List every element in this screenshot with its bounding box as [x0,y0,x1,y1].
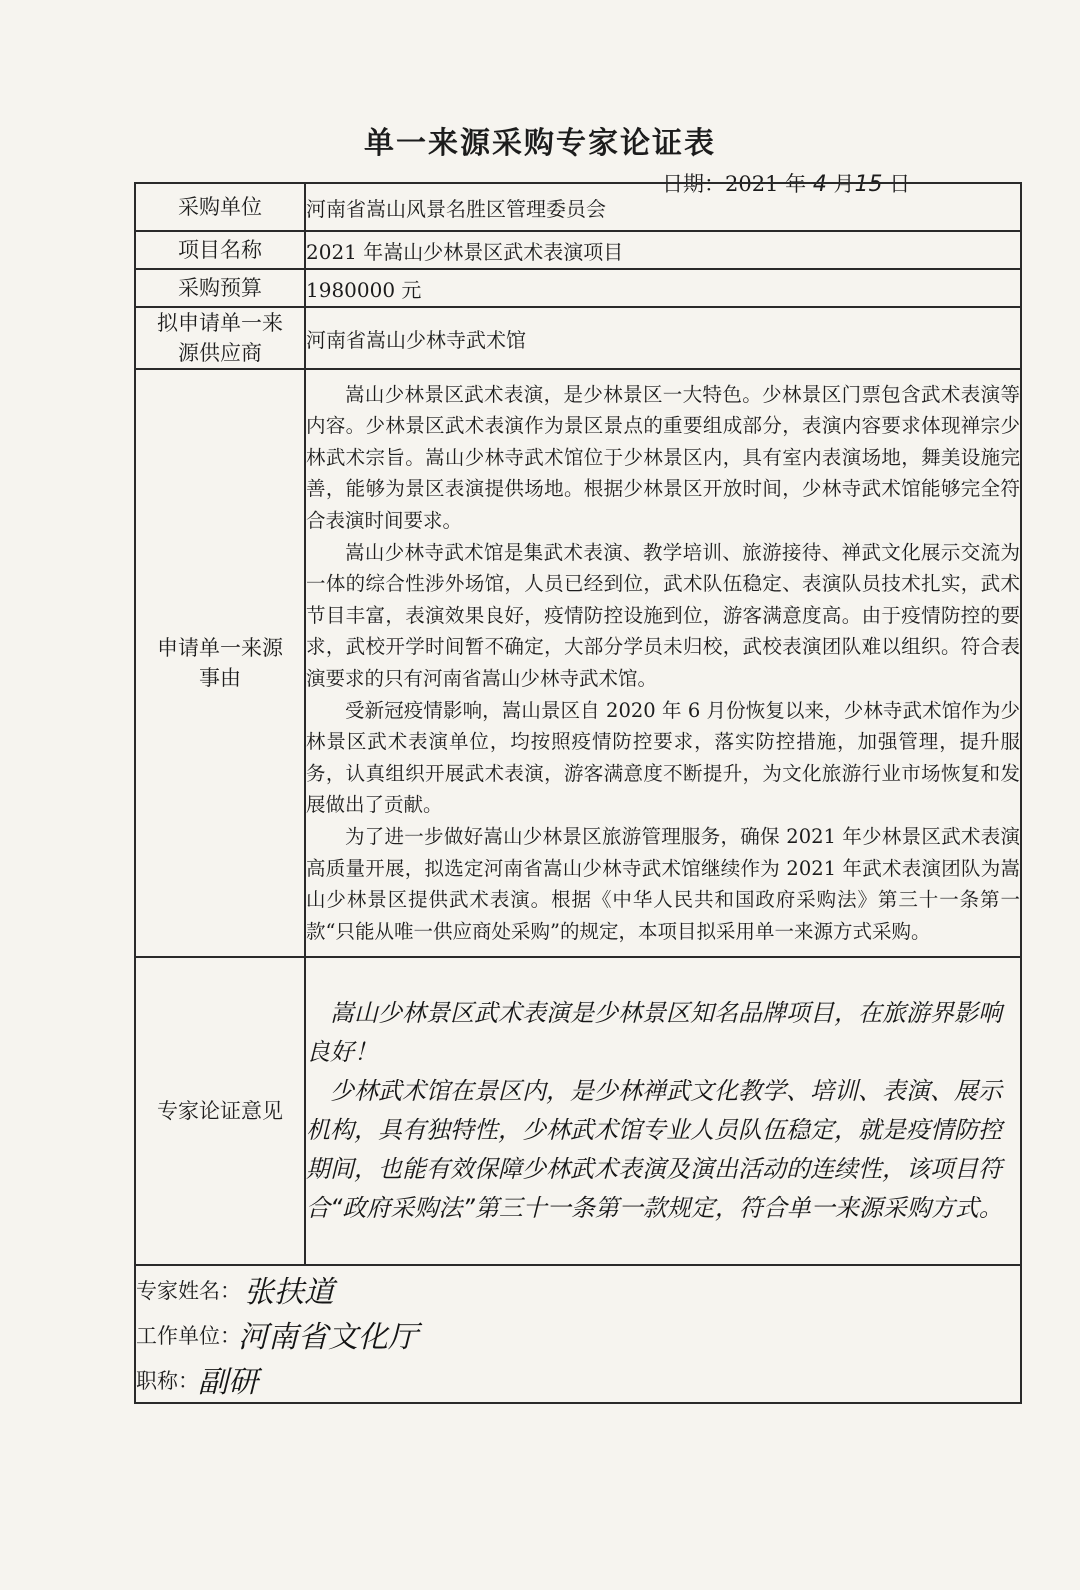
date-day-unit: 日 [889,172,911,196]
reason-text [305,369,1021,957]
project-value: 2021 年嵩山少林景区武术表演项目 [305,231,1021,269]
reason-paragraph: 为了进一步做好嵩山少林景区旅游管理服务，确保 2021 年少林景区武术表演高质量开展，拟选定河南省嵩山少林寺武术馆继续作为 2021 年武术表演团队为嵩山少林景区提供武术表演。根据《中华人民共和国政府采购法》第三十一条第一款“只能从唯一供应商处采购”的规定，本项目拟采用单一来源方式采购。 [306,824,1020,943]
supplier-label-line1: 拟申请单一来 [157,311,283,335]
expert-name-row [136,1267,1020,1312]
job-title-signature: 副研 [198,1364,258,1400]
expert-name-signature: 张扶道 [244,1274,334,1310]
work-unit-label: 工作单位： [136,1323,241,1348]
signature-block [135,1265,1021,1403]
reason-label-line1: 申请单一来源 [157,636,283,660]
expert-name-label: 专家姓名： [136,1278,241,1303]
purchaser-value: 河南省嵩山风景名胜区管理委员会 [305,183,1021,231]
date-prefix: 日期：2021 年 [662,172,807,196]
document-title: 单一来源采购专家论证表 [364,126,716,161]
budget-value: 1980000 元 [305,269,1021,307]
opinion-paragraph: 少林武术馆在景区内，是少林禅武文化教学、培训、表演、展示机构，具有独特性，少林武术馆专业人员队伍稳定，就是疫情防控期间，也能有效保障少林武术表演及演出活动的连续性，该项目符合“政府采购法”第三十一条第一款规定，符合单一来源采购方式。 [306,1077,1003,1222]
supplier-row [135,307,1021,369]
reason-paragraph: 受新冠疫情影响，嵩山景区自 2020 年 6 月份恢复以来，少林寺武术馆作为少林景区武术表演单位，均按照疫情防控要求，落实防控措施，加强管理，提升服务，认真组织开展武术表演，游客满意度不断提升，为文化旅游行业市场恢复和发展做出了贡献。 [306,698,1020,817]
date-month-unit: 月 [833,172,855,196]
opinion-paragraph: 嵩山少林景区武术表演是少林景区知名品牌项目，在旅游界影响良好！ [306,999,1002,1066]
supplier-label [135,307,305,369]
opinion-handwriting [305,957,1021,1265]
purchaser-label: 采购单位 [135,183,305,231]
signature-row [135,1265,1021,1403]
reason-paragraph: 嵩山少林寺武术馆是集武术表演、教学培训、旅游接待、禅武文化展示交流为一体的综合性涉外场馆，人员已经到位，武术队伍稳定、表演队员技术扎实，武术节目丰富，表演效果良好，疫情防控设施到位，游客满意度高。由于疫情防控的要求，武校开学时间暂不确定，大部分学员未归校，武校表演团队难以组织。符合表演要求的只有河南省嵩山少林寺武术馆。 [306,540,1020,690]
reason-paragraph: 嵩山少林景区武术表演，是少林景区一大特色。少林景区门票包含武术表演等内容。少林景区武术表演作为景区景点的重要组成部分，表演内容要求体现禅宗少林武术宗旨。嵩山少林寺武术馆位于少林景区内，具有室内表演场地，舞美设施完善，能够为景区表演提供场地。根据少林景区开放时间，少林寺武术馆能够完全符合表演时间要求。 [306,382,1020,533]
date-day: 15 [854,172,883,197]
job-title-label: 职称： [136,1368,199,1393]
opinion-row [135,957,1021,1265]
date-month: 4 [812,172,827,197]
opinion-label: 专家论证意见 [135,957,305,1265]
work-unit-signature: 河南省文化厅 [238,1319,418,1355]
supplier-value: 河南省嵩山少林寺武术馆 [305,307,1021,369]
reason-label [135,369,305,957]
reason-row [135,369,1021,957]
supplier-label-line2: 源供应商 [178,341,262,365]
budget-row [135,269,1021,307]
reason-label-line2: 事由 [199,666,241,690]
project-label: 项目名称 [135,231,305,269]
purchaser-row [135,183,1021,231]
work-unit-row [136,1312,1020,1357]
demonstration-form-table [134,182,1022,1404]
budget-label: 采购预算 [135,269,305,307]
project-row [135,231,1021,269]
job-title-row [136,1357,1020,1402]
